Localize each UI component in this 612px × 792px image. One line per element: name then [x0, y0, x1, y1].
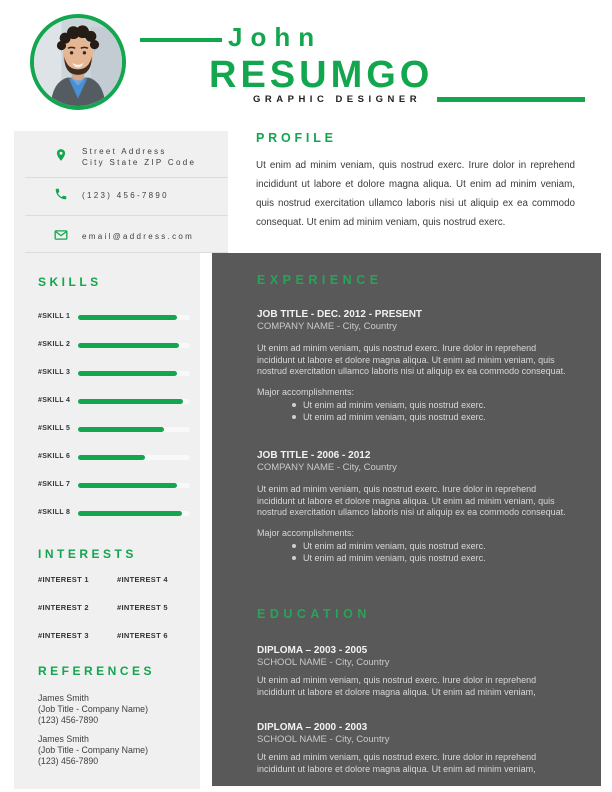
address-line1: Street Address [82, 147, 167, 156]
accomplishment-text: Ut enim ad minim veniam, quis nostrud exerc. [303, 552, 486, 563]
job-description: Ut enim ad minim veniam, quis nostrud exerc. Irure dolor in reprehend incididunt ut labore et dolore magna aliqua. Ut enim ad minim veniam, quis nostrud exercitation ullamco laboris nisi ut aliquip ex ea commodo consequat. [257, 343, 566, 376]
education-entry [257, 722, 575, 775]
main-dark-panel [212, 253, 601, 786]
skill-bar [78, 315, 190, 320]
experience-entry [257, 450, 575, 563]
profile-photo [30, 14, 126, 110]
education-description: Ut enim ad minim veniam, quis nostrud exerc. Irure dolor in reprehend incididunt ut labore et dolore magna aliqua. Ut enim ad minim veniam, [257, 675, 537, 697]
interests-section-title: INTERESTS [38, 547, 137, 561]
interest-item: #INTEREST 2 [38, 603, 89, 612]
education-description: Ut enim ad minim veniam, quis nostrud exerc. Irure dolor in reprehend incididunt ut labore et dolore magna aliqua. Ut enim ad minim veniam, [257, 752, 537, 774]
skill-bar [78, 343, 190, 348]
job-company: COMPANY NAME - City, Country [257, 321, 397, 332]
last-name: RESUMGO [209, 54, 434, 96]
skill-bar [78, 455, 190, 460]
skill-label: #SKILL 5 [38, 425, 71, 432]
contact-divider [25, 177, 228, 178]
skill-row [14, 473, 200, 501]
accomplishments-label: Major accomplishments: [257, 386, 355, 397]
skill-row [14, 305, 200, 333]
school-name: SCHOOL NAME - City, Country [257, 657, 390, 668]
skill-bar [78, 427, 190, 432]
skill-row [14, 417, 200, 445]
accomplishments-label: Major accomplishments: [257, 527, 355, 538]
reference-name: James Smith [38, 693, 89, 703]
skill-bar-fill [78, 427, 164, 432]
references-section-title: REFERENCES [38, 664, 156, 678]
skill-bar [78, 511, 190, 516]
reference-phone: (123) 456-7890 [38, 714, 99, 725]
skills-section-title: SKILLS [38, 275, 102, 289]
skill-label: #SKILL 4 [38, 397, 71, 404]
address-line2: City State ZIP Code [82, 158, 197, 167]
email-icon [54, 228, 68, 242]
accomplishment-bullet [292, 553, 575, 564]
header-accent-line-left [140, 38, 222, 42]
diploma-title: DIPLOMA – 2003 - 2005 [257, 645, 368, 656]
skill-label: #SKILL 2 [38, 341, 71, 348]
bullet-dot-icon [292, 415, 296, 419]
skill-bar [78, 483, 190, 488]
skill-label: #SKILL 1 [38, 313, 71, 320]
interest-item: #INTEREST 4 [117, 575, 168, 584]
job-title: JOB TITLE - 2006 - 2012 [257, 450, 371, 461]
location-pin-icon [54, 148, 68, 162]
first-name: John [228, 22, 323, 52]
education-section-title: EDUCATION [257, 607, 371, 621]
job-description: Ut enim ad minim veniam, quis nostrud exerc. Irure dolor in reprehend incididunt ut labore et dolore magna aliqua. Ut enim ad minim veniam, quis nostrud exercitation ullamco laboris nisi ut aliquip ex ea commodo consequat. [257, 484, 566, 517]
diploma-title: DIPLOMA – 2000 - 2003 [257, 722, 368, 733]
bullet-dot-icon [292, 403, 296, 407]
school-name: SCHOOL NAME - City, Country [257, 734, 390, 745]
job-title: JOB TITLE - DEC. 2012 - PRESENT [257, 309, 423, 320]
skill-row [14, 361, 200, 389]
skill-label: #SKILL 7 [38, 481, 71, 488]
reference-entry [38, 693, 148, 725]
skill-bar-fill [78, 511, 182, 516]
interest-item: #INTEREST 6 [117, 631, 168, 640]
skill-bar [78, 371, 190, 376]
skill-bar-fill [78, 483, 177, 488]
interest-item: #INTEREST 3 [38, 631, 89, 640]
bullet-dot-icon [292, 556, 296, 560]
skill-label: #SKILL 6 [38, 453, 71, 460]
skill-bar-fill [78, 315, 177, 320]
accomplishment-text: Ut enim ad minim veniam, quis nostrud exerc. [303, 540, 486, 551]
contact-divider [25, 215, 228, 216]
reference-phone: (123) 456-7890 [38, 755, 99, 766]
accomplishment-text: Ut enim ad minim veniam, quis nostrud exerc. [303, 411, 486, 422]
skill-row [14, 445, 200, 473]
profile-text: Ut enim ad minim veniam, quis nostrud exerc. Irure dolor in reprehend incididunt ut labore et dolore magna aliqua. Ut enim ad minim veniam, quis nostrud exercitation ullamco laboris nisi ut aliquip ex ea commodo consequat. Ut enim ad minim veniam, quis nostrud exerc. [256, 160, 575, 228]
skill-bar-fill [78, 399, 183, 404]
education-entry [257, 645, 575, 698]
address-text [82, 146, 196, 168]
reference-detail: (Job Title - Company Name) [38, 744, 148, 755]
contact-card [14, 131, 228, 253]
reference-entry [38, 734, 148, 766]
profile-section-title: PROFILE [256, 131, 337, 145]
skill-bar-fill [78, 455, 145, 460]
accomplishment-bullet [292, 412, 575, 423]
phone-icon [54, 187, 68, 201]
reference-name: James Smith [38, 734, 89, 744]
reference-detail: (Job Title - Company Name) [38, 703, 148, 714]
left-sidebar [14, 253, 200, 789]
skill-bar-fill [78, 371, 177, 376]
bullet-dot-icon [292, 544, 296, 548]
skill-bar-fill [78, 343, 179, 348]
experience-section-title: EXPERIENCE [257, 273, 383, 287]
skill-label: #SKILL 3 [38, 369, 71, 376]
email-address[interactable]: email@address.com [82, 232, 195, 241]
header-accent-line-right [437, 97, 585, 102]
experience-entry [257, 309, 575, 422]
person-photo-illustration [34, 18, 122, 106]
phone-number[interactable]: (123) 456-7890 [82, 191, 169, 200]
interest-item: #INTEREST 1 [38, 575, 89, 584]
skill-bar [78, 399, 190, 404]
accomplishment-bullet [292, 541, 575, 552]
job-company: COMPANY NAME - City, Country [257, 462, 397, 473]
interest-item: #INTEREST 5 [117, 603, 168, 612]
job-role-subtitle: GRAPHIC DESIGNER [253, 94, 422, 105]
accomplishment-bullet [292, 400, 575, 411]
skill-row [14, 333, 200, 361]
accomplishment-text: Ut enim ad minim veniam, quis nostrud exerc. [303, 399, 486, 410]
skill-row [14, 389, 200, 417]
skill-row [14, 501, 200, 529]
skill-label: #SKILL 8 [38, 509, 71, 516]
